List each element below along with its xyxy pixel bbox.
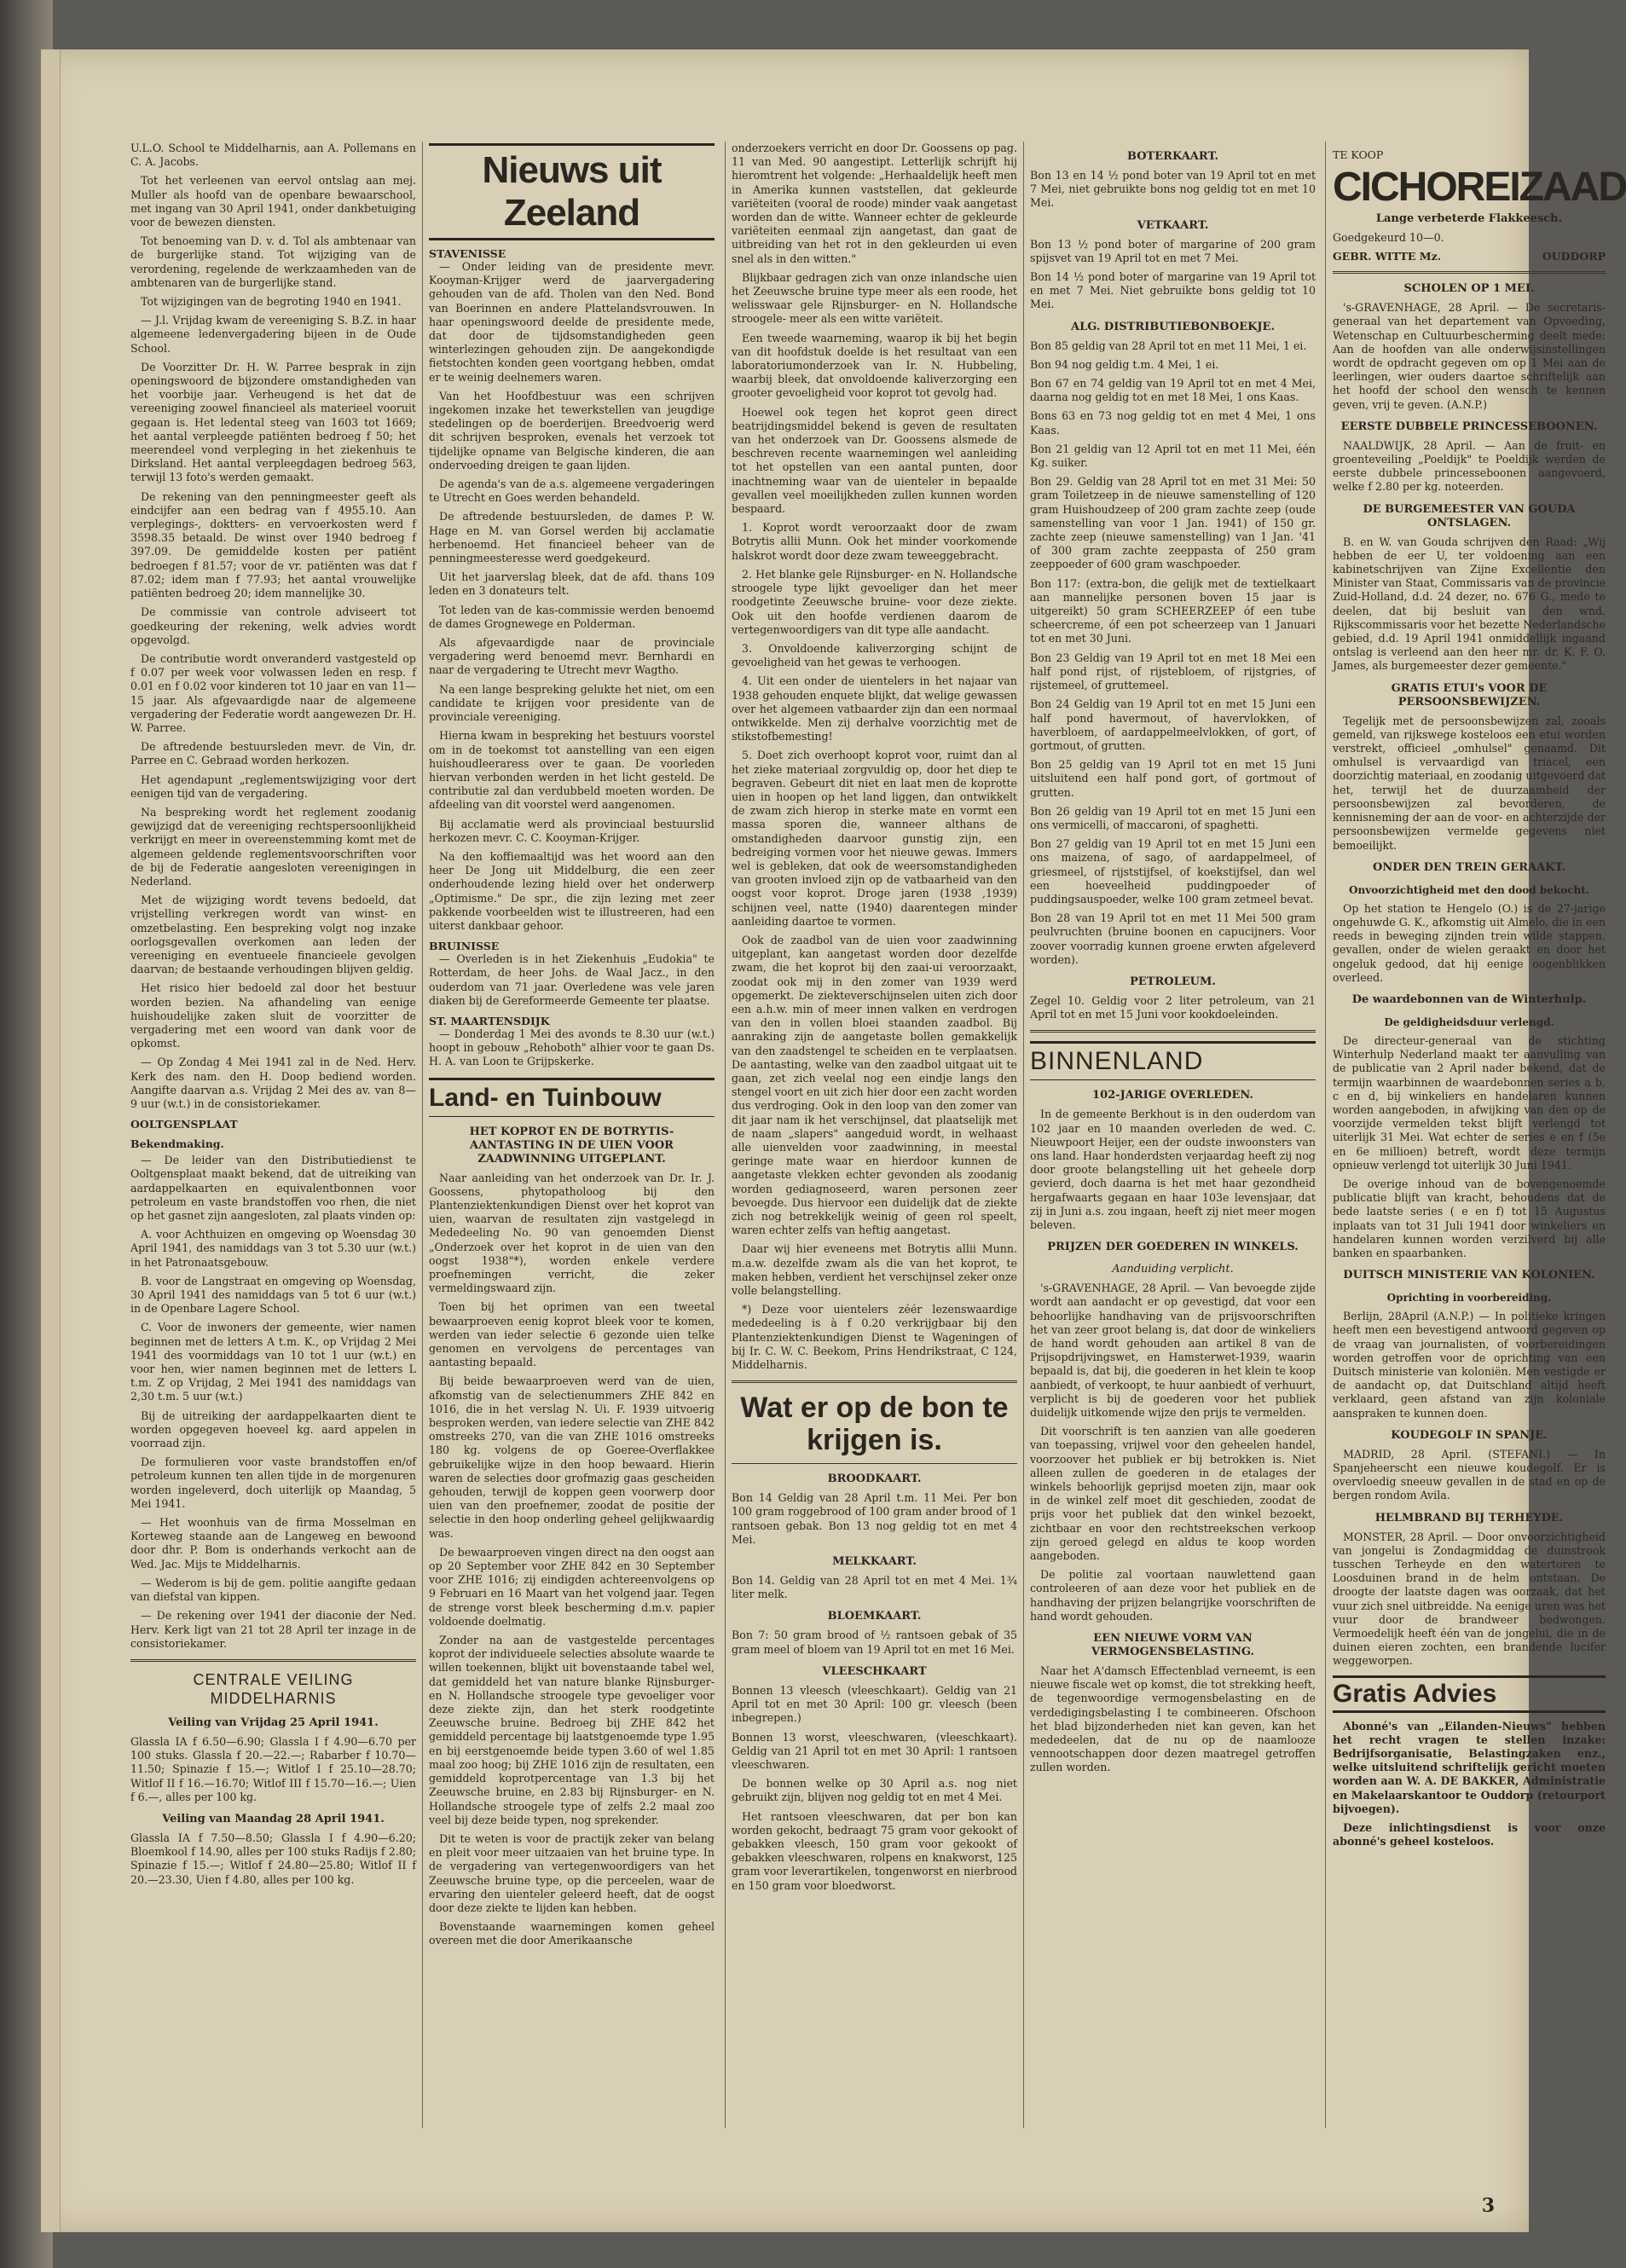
- article-heading: KOUDEGOLF IN SPANJE.: [1391, 1428, 1548, 1442]
- article-paragraph: Daar wij hier eveneens met Botrytis allii Munn. m.a.w. dezelfde zwam als die van het koprot, te maken hebben, verdient het verschijnsel zeker onze volle belangstelling.: [732, 1242, 1017, 1298]
- newspaper-page: [41, 49, 1626, 2232]
- article-paragraph: Bon 29. Geldig van 28 April tot en met 31 Mei: 50 gram Toiletzeep in de nieuwe samenstelling of 120 gram Huishoudzeep of 200 gram zachte zeep (oude samenstelling van voor 1 Jan. 1941) of 150 gr. zachte zeep (nieuwe samenstelling) van 1 Jan. '41 of 300 gram zachte zeeppasta of 250 gram zeeppoeder of 600 gram waschpoeder.: [1030, 475, 1316, 571]
- article-paragraph: 4. Uit een onder de uientelers in het najaar van 1938 gehouden enquete blijkt, dat welige gewassen over het algemeen vatbaarder zijn dan een normaal ontwikkelde. Men zij derhalve voorzichtig met de stikstofbemesting!: [732, 674, 1017, 743]
- article-paragraph: Tot leden van de kas-commissie werden benoemd de dames Grognewege en Polderman.: [429, 603, 715, 630]
- article-paragraph: 3. Onvoldoende kaliverzorging schijnt de gevoeligheid van het gewas te verhoogen.: [732, 641, 1017, 669]
- place-heading: OOLTGENSPLAAT: [130, 1118, 238, 1131]
- column-rule: [1023, 142, 1024, 2128]
- article-paragraph: De rekening van den penningmeester geeft als eindcijfer aan een bedrag van f 4955.10. Aan verplegings-, doktters- en vervoerkosten werd f 3598.35 betaald. De winst over 1940 bedroeg f 397.09. De gemiddelde kosten per patiënt bedroegen f 81.57; voor de vr. patiënten was dat f 87.02; idem man f 77.93; het aantal vrouwelijke patiënten bedroeg 20; idem mannelijke 30.: [130, 489, 416, 600]
- article-paragraph: De aftredende bestuursleden mevr. de Vin, dr. Parree en C. Gebraad worden herkozen.: [130, 740, 416, 767]
- column-2: [429, 142, 715, 1953]
- article-paragraph: B. en W. van Gouda schrijven den Raad: „Wij hebben de eer U, ter voldoening aan een kabinetschrijven van Zijne Excellentie den Minister van Staat, Commissaris van de provincie Zuid-Holland, d.d. 24 dezer, no. 676 G., mede te deelen, dat bij besluit van den wnd. Rijkscommissaris voor het bezette Nederlandsche gebied, d.d. 19 April 1941 onmiddellijk ingaand ontslag is verleend aan den heer mr. dr. K. F. O. James, als burgemeester dezer gemeente.": [1333, 535, 1606, 673]
- article-subheading: Bekendmaking.: [130, 1137, 224, 1151]
- article-paragraph: Bon 14 Geldig van 28 April t.m. 11 Mei. Per bon 100 gram roggebrood of 100 gram ander brood of 1 rantsoen gebak. Bon 13 nog geldig tot en met 4 Mei.: [732, 1491, 1017, 1546]
- article-paragraph: Tot benoeming van D. v. d. Tol als ambtenaar van de burgerlijke stand. Tot wijziging van de verordening, regelende de werkzaamheden van de ambtenaren van de burgerlijke stand.: [130, 234, 416, 289]
- article-paragraph: Blijkbaar gedragen zich van onze inlandsche uien het Zeeuwsche bruine type meer als een roode, het welisswaar gele Rijnsburger- en N. Hollandsche stroogele- meer als een witte variëteit.: [732, 270, 1017, 326]
- article-paragraph: Bon 94 nog geldig t.m. 4 Mei, 1 ei.: [1030, 357, 1219, 371]
- article-paragraph: 1. Koprot wordt veroorzaakt door de zwam Botrytis allii Munn. Ook het minder voorkomende halskrot wordt door deze zwam teweeggebracht.: [732, 521, 1017, 562]
- article-paragraph: Bon 85 geldig van 28 April tot en met 11 Mei, 1 ei.: [1030, 338, 1307, 352]
- article-paragraph: Uit het jaarverslag bleek, dat de afd. thans 109 leden en 3 donateurs telt.: [429, 570, 715, 598]
- advert-subtitle: Lange verbeterde Flakkeesch.: [1375, 212, 1563, 225]
- article-paragraph: Bon 26 geldig van 19 April tot en met 15 Juni een ons vermicelli, of maccaroni, of spaghetti.: [1030, 804, 1316, 831]
- column-rule: [1325, 142, 1326, 2128]
- article-paragraph: De formulieren voor vaste brandstoffen en/of petroleum kunnen ten allen tijde in de morgenuren worden ingeleverd, doch uiterlijk op Maandag, 5 Mei 1941.: [130, 1455, 416, 1510]
- article-paragraph: onderzoekers verricht en door Dr. Goossens op pag. 11 van Med. 90 aangestipt. Letterlijk schrijft hij hieromtrent het volgende: „Herhaaldelijk heeft men in Amerika kunnen vaststellen, dat gekleurde variëteiten (vooral de roode) minder vaak aangetast worden dan de witte. Wanneer echter de gekleurde variëteiten eenmaal zijn aangetast, dan gaat de uitbreiding van het rot in den gekleurden ui even snel als in den witten.": [732, 142, 1017, 265]
- article-subheading: VLEESCHKAART: [822, 1664, 927, 1678]
- page-number: 3: [1481, 2195, 1495, 2217]
- article-paragraph: — Onder leiding van de presidente mevr. Kooyman-Krijger werd de jaarvergadering gehouden van de afd. Tholen van den Ned. Bond van Boerinnen en andere Plattelandsvrouwen. In haar openingswoord deelde de presidente mede, dat door de tijdsomstandigheden geen winterlezingen gehouden zijn. De aangekondigde fietstochten konden geen voortgang hebben, omdat er te weinig deelnemers waren.: [429, 260, 715, 384]
- article-paragraph: Zonder na aan de vastgestelde percentages koprot der individueele selecties absolute waarde te willen toekennen, blijkt uit bovenstaande tabel wel, dat gemiddeld het van nature blanke Rijnsburger- en N. Hollandsche stroogele type gevoeliger voor deze ziekte zijn, dan het sterk roodgetinte Zeeuwsche bruine. Bedroeg bij ZHE 842 het gemiddeld percentage bij laatstgenoemde type 1.95 en bij eerstgenoemde beide typen 3.60 of wel 1.85 maal zoo hoog; bij ZHE 1016 zijn de resultaten, een gemiddeld koprotpercentage van 1.3 bij het Zeeuwsche bruine, en 2.83 bij Rijnsburger- en N. Hollandsche stroogele type of zelfs 2.2 maal zoo veel bij deze beide typen, nog sprekender.: [429, 1634, 715, 1826]
- article-paragraph: Bij acclamatie werd als provinciaal bestuurslid herkozen mevr. C. C. Kooyman-Krijger.: [429, 817, 715, 844]
- article-paragraph: De contributie wordt onveranderd vastgesteld op f 0.07 per week voor volwassen leden en resp. f 0.01 en f 0.02 voor kinderen tot 10 jaar en van 11—15 jaar. Als afgevaardigde naar de algemeene vergadering der Federatie wordt aangewezen Dr. H. W. Parree.: [130, 651, 416, 734]
- article-heading: SCHOLEN OP 1 MEI.: [1403, 282, 1535, 296]
- article-paragraph: De bonnen welke op 30 April a.s. nog niet gebruikt zijn, blijven nog geldig tot en met 4 Mei.: [732, 1777, 1017, 1804]
- article-subheading: De geldigheidsduur verlengd.: [1384, 1015, 1554, 1028]
- place-heading: STAVENISSE: [429, 247, 506, 260]
- article-paragraph: Zegel 10. Geldig voor 2 liter petroleum, van 21 April tot en met 15 Juni voor kookdoeleinden.: [1030, 993, 1316, 1021]
- previous-page-edge: [41, 49, 61, 2232]
- article-paragraph: Het rantsoen vleeschwaren, dat per bon kan worden gekocht, bedraagt 75 gram voor gekookt of gebakken vleesch, 150 gram voor gekookt of gebakken vleeschwaren, rolpens en knakworst, 125 gram voor leverartikelen, tongenworst en nierbrood en 150 gram voor bloedworst.: [732, 1809, 1017, 1892]
- article-subheading: BOTERKAART.: [1127, 150, 1218, 163]
- article-subheading: ALG. DISTRIBUTIEBONBOEKJE.: [1071, 320, 1275, 333]
- article-subheading: VETKAART.: [1137, 218, 1209, 232]
- article-paragraph: De commissie van controle adviseert tot goedkeuring der rekening, welk advies wordt opgevolgd.: [130, 605, 416, 646]
- section-heading: BINNENLAND: [1030, 1041, 1316, 1080]
- article-heading: De waardebonnen van de Winterhulp.: [1351, 992, 1587, 1006]
- article-paragraph: Bon 27 geldig van 19 April tot en met 15 Juni een ons maizena, of sago, of aardappelmeel, of griesmeel, of rijststijfsel, of koekstijfsel, dan wel een hoeveelheid puddingpoeder of puddingsauspoeder, welke 100 gram zetmeel bevat.: [1030, 837, 1316, 905]
- article-paragraph: Hoewel ook tegen het koprot geen direct beatrijdingsmiddel bekend is geven de resultaten van het onderzoek van Dr. Goossens alsmede de beschreven recente waarnemingen wel aanleiding tot het opstellen van een aantal punten, door inachtneming waar van de uienteler in bepaalde gevallen veel moeilijkheden zullen kunnen worden bespaard.: [732, 405, 1017, 516]
- divider: [1333, 271, 1606, 274]
- section-masthead: Nieuws uit Zeeland: [429, 143, 715, 240]
- article-subheading: Onvoorzichtigheid met den dood bekocht.: [1349, 883, 1589, 896]
- article-paragraph: — J.l. Vrijdag kwam de vereeniging S. B.Z. in haar algemeene ledenvergadering bijeen in de Oude School.: [130, 314, 416, 355]
- article-heading: 102-JARIGE OVERLEDEN.: [1092, 1089, 1253, 1102]
- article-paragraph: MADRID, 28 April. (STEFANI.) — In Spanjeheerscht een nieuwe koudegolf. Er is overvloedig sneeuw gevallen in de stad en op de bergen rondom Avila.: [1333, 1447, 1606, 1502]
- article-subheading: Veiling van Vrijdag 25 April 1941.: [168, 1715, 379, 1729]
- article-paragraph: De politie zal voortaan nauwlettend gaan controleeren of aan deze voor het publiek en de handhaving der prijzen belangrijke voorschriften de hand wordt gehouden.: [1030, 1568, 1316, 1623]
- column-rule: [725, 142, 726, 2128]
- article-paragraph: Tegelijk met de persoonsbewijzen zal, zooals gemeld, van rijkswege kosteloos een etui worden verstrekt, officieel „omhulsel" genaamd. Dit omhulsel is vervaardigd van triacel, een doorzichtig materiaal, en zoodanig uitgevoerd dat het, terwijl het de duurzaamheid der persoonsbewijzen zal bevorderen, de kennisneming der aan de voor- en achterzijde der persoonsbewijzen vermelde gegevens niet bemoeilijkt.: [1333, 714, 1606, 852]
- article-paragraph: Het agendapunt „reglementswijziging voor dert eenigen tijd van de vergadering.: [130, 772, 416, 800]
- advert-town: OUDDORP: [1542, 250, 1606, 263]
- article-paragraph: Toen bij het oprimen van een tweetal bewaarproeven eenig koprot bleek voor te komen, werden van ieder selectie 6 gezonde uien telke genomen en vervolgens de percentages van aantasting bepaald.: [429, 1300, 715, 1369]
- article-paragraph: Bon 117: (extra-bon, die gelijk met de textielkaart aan mannelijke personen boven 15 jaar is uitgereikt) 50 gram SCHEERZEEP óf een tube scheercreme, óf een pot scheerzeep van 1 Januari tot en met 30 Juni.: [1030, 576, 1316, 645]
- article-paragraph: Naar aanleiding van het onderzoek van Dr. Ir. J. Goossens, phytopatholoog bij den Plantenziektenkundigen Dienst over het koprot van uien, waarvan de resultaten zijn vastgelegd in Mededeeling No. 90 van genoemden Dienst „Onderzoek over het koprot in de uien van den oogst 1938"*), worden enkele verdere proefnemingen verricht, die zeker vermeldingswaard zijn.: [429, 1171, 715, 1295]
- advert-seller: GEBR. WITTE Mz.: [1333, 250, 1442, 263]
- article-paragraph: — Overleden is in het Ziekenhuis „Eudokia" te Rotterdam, de heer Johs. de Waal Jacz., in den ouderdom van 71 jaar. Overledene was vele jaren diaken bij de Gereformeerde Gemeente ter plaatse.: [429, 952, 715, 1007]
- section-heading: CENTRALE VEILING MIDDELHARNIS: [193, 1670, 354, 1707]
- column-5: [1333, 142, 1626, 1854]
- article-heading: DE BURGEMEESTER VAN GOUDA ONTSLAGEN.: [1363, 502, 1576, 529]
- article-paragraph: Op het station te Hengelo (O.) is de 27-jarige ongehuwde G. K., afkomstig uit Almelo, die in een reeds in beweging zijnden trein wilde stappen, gevallen, onder de wielen geraakt en door het ongeluk gedood, dat hij eenige oogenblikken overleed.: [1333, 901, 1606, 984]
- article-paragraph: Deze inlichtingsdienst is voor onze abonné's geheel kosteloos.: [1333, 1821, 1606, 1849]
- article-paragraph: Van het Hoofdbestuur was een schrijven ingekomen inzake het tewerkstellen van jeugdige stedelingen op de boerderijen. Breedvoerig werd dit schrijven besproken, evenals het verzoek tot tijdelijke opname van Belgische kinderen, die aan ondervoeding dreigen te gaan lijden.: [429, 389, 715, 472]
- article-heading: DUITSCH MINISTERIE VAN KOLONIEN.: [1343, 1269, 1595, 1282]
- article-paragraph: De Voorzitter Dr. H. W. Parree besprak in zijn openingswoord de bijzondere omstandigheden van het voorbije jaar. Verheugend is het dat de vereeniging zoowel financieel als materieel vooruit gegaan is. Het ledental steeg van 1603 tot 1669; het aantal verpleegde patiënten bedroeg f 50; het meerendeel vond verpleging in het ziekenhuis te Dirksland. Het aantal verpleegdagen bedroeg 563, terwijl 13 foto's werden gemaakt.: [130, 360, 416, 484]
- article-paragraph: Tot het verleenen van eervol ontslag aan mej. Muller als hoofd van de openbare bewaarschool, met ingang van 30 April 1941, onder dankbetuiging voor de bewezen diensten.: [130, 174, 416, 229]
- article-paragraph: Na den koffiemaaltijd was het woord aan den heer De Jong uit Middelburg, die een zeer onderhoudende lezing hield over het onderwerp „Optimisme." De spr., die zijn lezing met zeer pakkende voorbeelden wist te illustreeren, had een uiterst dankbaar gehoor.: [429, 849, 715, 932]
- article-heading: ONDER DEN TREIN GERAAKT.: [1373, 860, 1565, 874]
- article-paragraph: C. Voor de inwoners der gemeente, wier namen beginnen met de letters A t.m. K., op Vrijdag 2 Mei 1941 des voormiddags van 10 tot 1 uur (w.t.) en voor hen, wier namen beginnen met de letters L t.m. Z op Vrijdag, 2 Mei 1941 des namiddags van 2,30 t.m. 5 uur (w.t.): [130, 1321, 416, 1403]
- article-paragraph: Bon 28 van 19 April tot en met 11 Mei 500 gram peulvruchten (bruine boonen en capucijners. Voor zoover voorradig kunnen groene erwten afgeleverd worden).: [1030, 911, 1316, 966]
- article-subheading: BROODKAART.: [827, 1472, 922, 1486]
- box-heading: Wat er op de bon te krijgen is.: [740, 1391, 1009, 1457]
- article-heading: PRIJZEN DER GOEDEREN IN WINKELS.: [1047, 1241, 1299, 1254]
- column-rule: [422, 142, 423, 2128]
- article-subheading: BLOEMKAART.: [827, 1610, 922, 1623]
- advert-text: Goedgekeurd 10—0.: [1333, 231, 1444, 244]
- article-paragraph: 5. Doet zich overhoopt koprot voor, ruimt dan al het zieke materiaal zorgvuldig op, door het diep te begraven. Gebeurt dit niet en laat men de koprotte uien in hoopen op het land liggen, dan ontwikkelt de zwam zich hierop in sterke mate en vormt een massa sporen die, wanneer althans de omstandigheden daarvoor gunstig zijn, een bedreiging vormen voor het nieuwe gewas. Immers wel is gebleken, dat ook de weersomstandigheden van grooten invloed zijn op de vatbaarheid van den oogst voor koprot. Droge jaren (1938 ,1939) schijnen veel, natte (1940) daarentegen minder aanleiding daartoe te vormen.: [732, 749, 1017, 928]
- article-paragraph: Na bespreking wordt het reglement zoodanig gewijzigd dat de vereeniging rechtspersoonlijkheid verkrijgt en meer in overeenstemming komt met de algemeen geldende reglementsvoorschriften voor de bij de Federatie aangesloten vereenigingen in Nederland.: [130, 805, 416, 888]
- section-heading: Gratis Advies: [1333, 1675, 1606, 1713]
- article-paragraph: Bon 24 Geldig van 19 April tot en met 15 Juni een half pond havermout, of havervlokken, of haverbloem, of aardappelmeelvlokken, of gort, of gortmout, of grutten.: [1030, 697, 1316, 752]
- article-paragraph: Het risico hier bedoeld zal door het bestuur worden bezien. Na afhandeling van eenige huishoudelijke zaken sluit de voorzitter de vergadering met een woord van dank voor de opkomst.: [130, 981, 416, 1050]
- article-paragraph: Glassla IA f 7.50—8.50; Glassla I f 4.90—6.20; Bloemkool f 14.90, alles per 100 stuks Radijs f 2.80; Spinazie f 15.—; Witlof f 24.80—25.80; Witlof II f 20.—23.30, Uien f 4.80, alles per 100 kg.: [130, 1831, 416, 1886]
- article-paragraph: Bon 21 geldig van 12 April tot en met 11 Mei, één Kg. suiker.: [1030, 442, 1316, 470]
- article-paragraph: Berlijn, 28April (A.N.P.) — In politieke kringen heeft men een bevestigend antwoord gegeven op de vraag van journalisten, of voorbereidingen worden getroffen voor de oprichting van een Duitsch ministerie van koloniën. Men vestigde er de aandacht op, dat Duitschland altijd heeft verklaard, geen afstand van zijn koloniale aanspraken te kunnen doen.: [1333, 1310, 1606, 1420]
- article-paragraph: NAALDWIJK, 28 April. — Aan de fruit- en groenteveiling „Poeldijk" te Poeldijk werden de eerste dubbele princesseboonen aangevoerd, welke f 2.80 per kg. noteerden.: [1333, 438, 1606, 494]
- column-1: [130, 142, 416, 1892]
- article-heading: EERSTE DUBBELE PRINCESSEBOONEN.: [1340, 419, 1598, 433]
- article-paragraph: 's-GRAVENHAGE, 28 April. — De secretaris-generaal van het departement van Opvoeding, Wetenschap en Cultuurbescherming deelt mede: Aan de hoofden van alle onderwijsinstellingen wordt de opdracht gegeven om op 1 Mei aan de leerlingen, wier ouders daartoe schriftelijk aan het hoofd der school den wensch te kennen geven, vrij te geven. (A.N.P.): [1333, 301, 1606, 411]
- advert-seller-row: [1333, 250, 1606, 263]
- article-paragraph: — Wederom is bij de gem. politie aangifte gedaan van diefstal van kippen.: [130, 1576, 416, 1604]
- article-paragraph: Bij de uitreiking der aardappelkaarten dient te worden opgegeven hoeveel kg. aard appelen in voorraad zijn.: [130, 1409, 416, 1450]
- article-paragraph: Tot wijzigingen van de begroting 1940 en 1941.: [141, 295, 402, 309]
- article-paragraph: De overige inhoud van de bovengenoemde publicatie blijft van kracht, behoudens dat de bede laatste series ( e en f) tot 15 Augustus inplaats van tot 31 Juli 1941 door winkeliers en handelaren kunnen worden verzilverd bij alle banken en spaarbanken.: [1333, 1177, 1606, 1259]
- article-paragraph: Een tweede waarneming, waarop ik bij het begin van dit hoofdstuk doelde is het resultaat van een laboratoriumonderzoek van Ir. N. Hubbeling, waarbij bleek, dat onvoldoende kaliverzorging een grooter gevoeligheid voor koprot tot gevolg had.: [732, 331, 1017, 400]
- article-heading: GRATIS ETUI's VOOR DE PERSOONSBEWIJZEN.: [1391, 681, 1548, 709]
- article-paragraph: Bonnen 13 worst, vleeschwaren, (vleeschkaart). Geldig van 21 April tot en met 30 April: 1 rantsoen vleeschwaren.: [732, 1730, 1017, 1771]
- article-subheading: MELKKAART.: [832, 1555, 917, 1569]
- article-subheading: PETROLEUM.: [1130, 975, 1216, 988]
- place-heading: ST. MAARTENSDIJK: [429, 1014, 550, 1027]
- article-heading: EEN NIEUWE VORM VAN VERMOGENSBELASTING.: [1091, 1632, 1255, 1659]
- article-paragraph: Na een lange bespreking gelukte het niet, om een candidate te krijgen voor presidente van de provinciale vereeniging.: [429, 682, 715, 724]
- advert-product-name: CICHOREIZAAD: [1333, 165, 1626, 210]
- article-paragraph: — Donderdag 1 Mei des avonds te 8.30 uur (w.t.) hoopt in gebouw „Rehoboth" alhier voor te gaan Ds. H. A. van Loon te Grijpskerke.: [429, 1027, 715, 1068]
- article-paragraph: A. voor Achthuizen en omgeving op Woensdag 30 April 1941, des namiddags van 3 tot 5.30 uur (w.t.) in het Patronaatsgebouw.: [130, 1228, 416, 1269]
- article-paragraph: De bewaarproeven vingen direct na den oogst aan op 20 September voor ZHE 842 en 30 September voor ZHE 1016; zij eindigden achtereenvolgens op 9 Februari en 16 Maart van het volgend jaar. Tegen de strenge vorst bleek bescherming d.m.v. papier voldoende doelmatig.: [429, 1545, 715, 1628]
- article-paragraph: 's-GRAVENHAGE, 28 April. — Van bevoegde zijde wordt aan aandacht er op gevestigd, dat voor een behoorlijke handhaving van de prijsvoorschriften het van zeer groot belang is, dat door de winkeliers de hand wordt gehouden aan artikel 8 van de Prijsopdrijvingswet, en Hamsterwet-1939, waarin bepaald is, dat bij, die goederen in het klein te koop aanbiedt, of verkoopt, te huur aanbiedt of verhuurt, verplicht is bij de goederen voor het publiek duidelijk uitkomende wijze den prijs te vermelden.: [1030, 1282, 1316, 1420]
- article-paragraph: De directeur-generaal van de stichting Winterhulp Nederland maakt ter aanvulling van de publicatie van 2 April nader bekend, dat de termijn waarbinnen de waardebonnen series a b, c en d, bij winkeliers en handelaren kunnen worden aangeboden, in afwijking van den op de voorzijde vermelden tekst blijft verlengd tot uiterlijk 31 Mei. Wat echter de series e en f (5e en 6e millioen) betreft, wordt deze termijn opnieuw verlengd tot uiterlijk 30 Juni 1941.: [1333, 1033, 1606, 1172]
- article-subheading: Aanduiding verplicht.: [1112, 1263, 1234, 1276]
- article-paragraph: Bon 23 Geldig van 19 April tot en met 18 Mei een half pond rijst, of rijstebloem, of rijstgries, of rijstemeel, of gruttemeel.: [1030, 651, 1316, 692]
- article-paragraph: Ook de zaadbol van de uien voor zaadwinning uitgeplant, kan aangetast worden door dezelfde zwam, die het koprot bij den zaai-ui veroorzaakt, zoodat ook mij in den zomer van 1939 werd opgemerkt. De ziekteverschijnselen uiten zich door een a.h.w. min of meer innen valken en verdrogen van den in vollen bloei staanden zaadbol. Bij aanraking zijn de aangetaste bollen gemakkelijk van den zaadstengel te scheiden en te verplaatsen. De aantasting, welke van den zaadbol uitgaat uit te gaan, zet zich veelal nog een eindje langs den stengel voort en uit zich hier door een zacht worden dus verdroging. Ook in den loop van den zomer van dit jaar nam ik het verschijnsel, dat plaatselijk met de naam „slapers" aangeduid wordt, in welhaast alle uienvelden voor zaadwinning, in meestal geringe mate waar en hierdoor kunnen de aangetaste vlekken echter gevonden als zoodanig worden gediagnoseerd, waren personen zeer bevoegde. Dus hiervoor een duidelijk dat de ziekte zich nog betrekkelijk weinig of geen rol speelt, waren echter zelfs van heftig aangetast.: [732, 933, 1017, 1237]
- article-paragraph: U.L.O. School te Middelharnis, aan A. Pollemans en C. A. Jacobs.: [130, 142, 416, 169]
- article-paragraph: Bovenstaande waarnemingen komen geheel overeen met die door Amerikaansche: [429, 1920, 715, 1947]
- article-paragraph: Met de wijziging wordt tevens bedoeld, dat vrijstelling verkregen wordt van winst- en omzetbelasting. Een bespreking volgt nog inzake oorlogsgevallen overkomen aan leden der vereeniging en eventueele financieele gevolgen daarvan; de bestaande verhoudingen blijven geldig.: [130, 894, 416, 976]
- article-paragraph: Bonnen 13 vleesch (vleeschkaart). Geldig van 21 April tot en met 30 April: 100 gr. vleesch (been inbegrepen.): [732, 1683, 1017, 1725]
- article-paragraph: De agenda's van de a.s. algemeene vergaderingen te Utrecht en Goes werden behandeld.: [429, 477, 715, 505]
- article-paragraph: Glassla IA f 6.50—6.90; Glassla I f 4.90—6.70 per 100 stuks. Glassla f 20.—22.—; Rabarber f 10.70—11.50; Spinazie f 15.—; Witlof I f 25.10—28.70; Witlof II f 16.—16.70; Witlof III f 15.70—16.—; Uien f 6.—, alles per 100 kg.: [130, 1734, 416, 1803]
- article-paragraph: Bon 14. Geldig van 28 April tot en met 4 Mei. 1¾ liter melk.: [732, 1574, 1017, 1601]
- article-heading: HET KOPROT EN DE BOTRYTIS-AANTASTING IN DE UIEN VOOR ZAADWINNING UITGEPLANT.: [469, 1125, 674, 1166]
- article-paragraph: Naar het A'damsch Effectenblad verneemt, is een nieuwe fiscale wet op komst, die tot strekking heeft, de tegenwoordige vermogensbelasting en de verdedigingsbelasting I te combineeren. Ofschoon het blad bijzonderheden niet kan geven, kan het mededeelen, dat de nu op de naamlooze vennootschappen door dezen maatregel getroffen zullen worden.: [1030, 1664, 1316, 1774]
- article-paragraph: Als afgevaardigde naar de provinciale vergadering werd benoemd mevr. Bernhardi en naar de vergadering te Utrecht mevr Wagtho.: [429, 636, 715, 677]
- article-subheading: Veiling van Maandag 28 April 1941.: [162, 1812, 385, 1825]
- article-paragraph: Bon 13 en 14 ½ pond boter van 19 April tot en met 7 Mei, niet gebruikte bons nog geldig tot en met 10 Mei.: [1030, 169, 1316, 210]
- article-paragraph: 2. Het blanke gele Rijnsburger- en N. Hollandsche stroogele type lijkt gevoeliger dan het meer roodgetinte Zeeuwsche bruine- voor deze ziekte. Ook uit den hoofde verdienen daarom de vertegenwoordigers van dit type alle aandacht.: [732, 567, 1017, 636]
- divider: [1030, 1030, 1316, 1033]
- article-paragraph: Hierna kwam in bespreking het bestuurs voorstel om in de toekomst tot aanstelling van een eigen huishoudleeraress over te gaan. De voorleden hiervan verbonden werden in het licht gesteld. De contributie zal dan verdubbeld moeten worden. De afdeeling van dit voorstel werd aangenomen.: [429, 729, 715, 812]
- article-paragraph: — Het woonhuis van de firma Mosselman en Korteweg staande aan de Langeweg en bewoond door dhr. P. Bom is onderhands verkocht aan de Wed. Jac. Mijs te Middelharnis.: [130, 1516, 416, 1571]
- divider: [732, 1463, 1017, 1464]
- place-heading: BRUINISSE: [429, 940, 500, 953]
- article-paragraph: In de gemeente Berkhout is in den ouderdom van 102 jaar en 10 maanden overleden de wed. C. Nieuwpoort Heijer, een der oudste inwoonsters van ons land. Haar honderdsten verjaardag heeft zij nog door groote belangstelling uit het geheele dorp gevierd, doch daarna is het met haar gezondheid hergafwaarts gegaan en haar 103e levensjaar, dat zij in Juni a.s. zou ingaan, heeft zij niet meer mogen beleven.: [1030, 1108, 1316, 1231]
- divider: [732, 1380, 1017, 1383]
- article-paragraph: Bons 63 en 73 nog geldig tot en met 4 Mei, 1 ons Kaas.: [1030, 409, 1316, 437]
- footnote: *) Deze voor uientelers zéér lezenswaardige mededeeling is à f 0.20 verkrijgbaar bij den Plantenziektenkundigen Dienst te Wageningen of bij Ir. C. W. C. Beekom, Prins Hendrikstraat, C 124, Middelharnis.: [732, 1303, 1017, 1372]
- article-paragraph: Bon 14 ½ pond boter of margarine van 19 April tot en met 7 Mei. Niet gebruikte bons geldig tot 10 Mei.: [1030, 270, 1316, 311]
- article-paragraph: — De rekening over 1941 der diaconie der Ned. Herv. Kerk ligt van 21 tot 28 April ter inzage in de consistoriekamer.: [130, 1609, 416, 1650]
- article-paragraph: Bon 7: 50 gram brood of ½ rantsoen gebak of 35 gram meel of bloem van 19 April tot en met 16 Mei.: [732, 1629, 1017, 1656]
- article-heading: HELMBRAND BIJ TERHEYDE.: [1374, 1511, 1564, 1525]
- article-paragraph: Bon 13 ½ pond boter of margarine of 200 gram spijsvet van 19 April tot en met 7 Mei.: [1030, 237, 1316, 264]
- divider: [130, 1659, 416, 1662]
- article-paragraph: — Op Zondag 4 Mei 1941 zal in de Ned. Herv. Kerk des nam. den H. Doop bediend worden. Aangifte daarvan a.s. Vrijdag 2 Mei des av. van 8— 9 uur (w.t.) in de consistoriekamer.: [130, 1056, 416, 1110]
- article-paragraph: MONSTER, 28 April. — Door onvoorzichtigheid van jongelui is Zondagmiddag de duinstrook tusschen Terheyde en den watertoren te Loosduinen brand in de helm ontstaan. De droogte der laatste dagen was oorzaak, dat het vuur zich snel uitbreidde. Na eenige uren was het vuur door de brandweer bedwongen. Vermoedelijk heeft één van de jongelui, die in de duinen eieren zochten, een brandende lucifer weggeworpen.: [1333, 1530, 1606, 1668]
- article-paragraph: Bon 25 geldig van 19 April tot en met 15 Juni uitsluitend een half pond gort, of gortmout of grutten.: [1030, 758, 1316, 799]
- article-paragraph: — De leider van den Distributiedienst te Ooltgensplaat maakt bekend, dat de uitreiking van aardappelkaarten en equivalentbonnen voor petroleum en vaste brandstoffen voo rhen, die niet op het gasnet zijn aangesloten, zal plaats vinden op:: [130, 1154, 416, 1223]
- article-paragraph: Abonné's van „Eilanden-Nieuws" hebben het recht vragen te stellen inzake: Bedrijfsorganisatie, Belastingzaken enz., welke uitsluitend schriftelijk gericht moeten worden aan W. A. DE BAKKER, Administratie en Makelaarskantoor te Ouddorp (retourport bijvoegen).: [1333, 1719, 1606, 1815]
- article-paragraph: De aftredende bestuursleden, de dames P. W. Hage en M. van Gorsel werden bij acclamatie herbenoemd. Het financieel beheer van de penningmeesteresse werd goedgekeurd.: [429, 510, 715, 565]
- article-subheading: Oprichting in voorbereiding.: [1386, 1292, 1552, 1305]
- article-paragraph: Dit te weten is voor de practijk zeker van belang en pleit voor meer uitzaaien van het bruine type. In de vergadering van vertegenwoordigers van het Zeeuwsche bruine type, op die perceelen, waar de ervaring den uienteler geleerd heeft, dat de oogst door deze ziekte te lijden kan hebben.: [429, 1831, 715, 1914]
- article-paragraph: Bij beide bewaarproeven werd van de uien, afkomstig van de selectienummers ZHE 842 en 1016, die in het verslag N. Ui. F. 1939 uitvoerig besproken werden, van iedere selectie van ZHE 842 omstreeks 270, van die van ZHE 1016 omstreeks 180 kg. volgens de op Goeree-Overflakkee gebruikelijke wijze in den hoop bewaard. Hierin waren de selecties door grofmazig gaas gescheiden gehouden, terwijl de koppen geen voorwerp door uien van den proefnemer, zoodat de positie der selectie in den hoop onderling geheel gelijkwaardig was.: [429, 1374, 715, 1540]
- column-3: [732, 142, 1017, 1898]
- section-heading: Land- en Tuinbouw: [429, 1078, 715, 1117]
- advert-label: TE KOOP: [1333, 148, 1384, 161]
- article-paragraph: Bon 67 en 74 geldig van 19 April tot en met 4 Mei, daarna nog geldig tot en met 18 Mei, 1 ons Kaas.: [1030, 377, 1316, 404]
- article-paragraph: B. voor de Langstraat en omgeving op Woensdag, 30 April 1941 des namiddags van 5 tot 6 uur (w.t.) in de Openbare Lagere School.: [130, 1274, 416, 1316]
- column-4: [1030, 142, 1316, 1780]
- article-paragraph: Dit voorschrift is ten aanzien van alle goederen van toepassing, vrijwel voor den geheelen handel, voorzoover het publiek er bij betrokken is. Niet alleen zullen de goederen in de etalages der winkels behoorlijk geprijsd moeten zijn, maar ook in de winkel zelf moet dit geschieden, zoodat de prijs voor het publiek dat den winkel bezoekt, zichtbaar en voor den rechtstreekschen verkoop zijn geroed gelegd en aldus te koop worden aangeboden.: [1030, 1425, 1316, 1563]
